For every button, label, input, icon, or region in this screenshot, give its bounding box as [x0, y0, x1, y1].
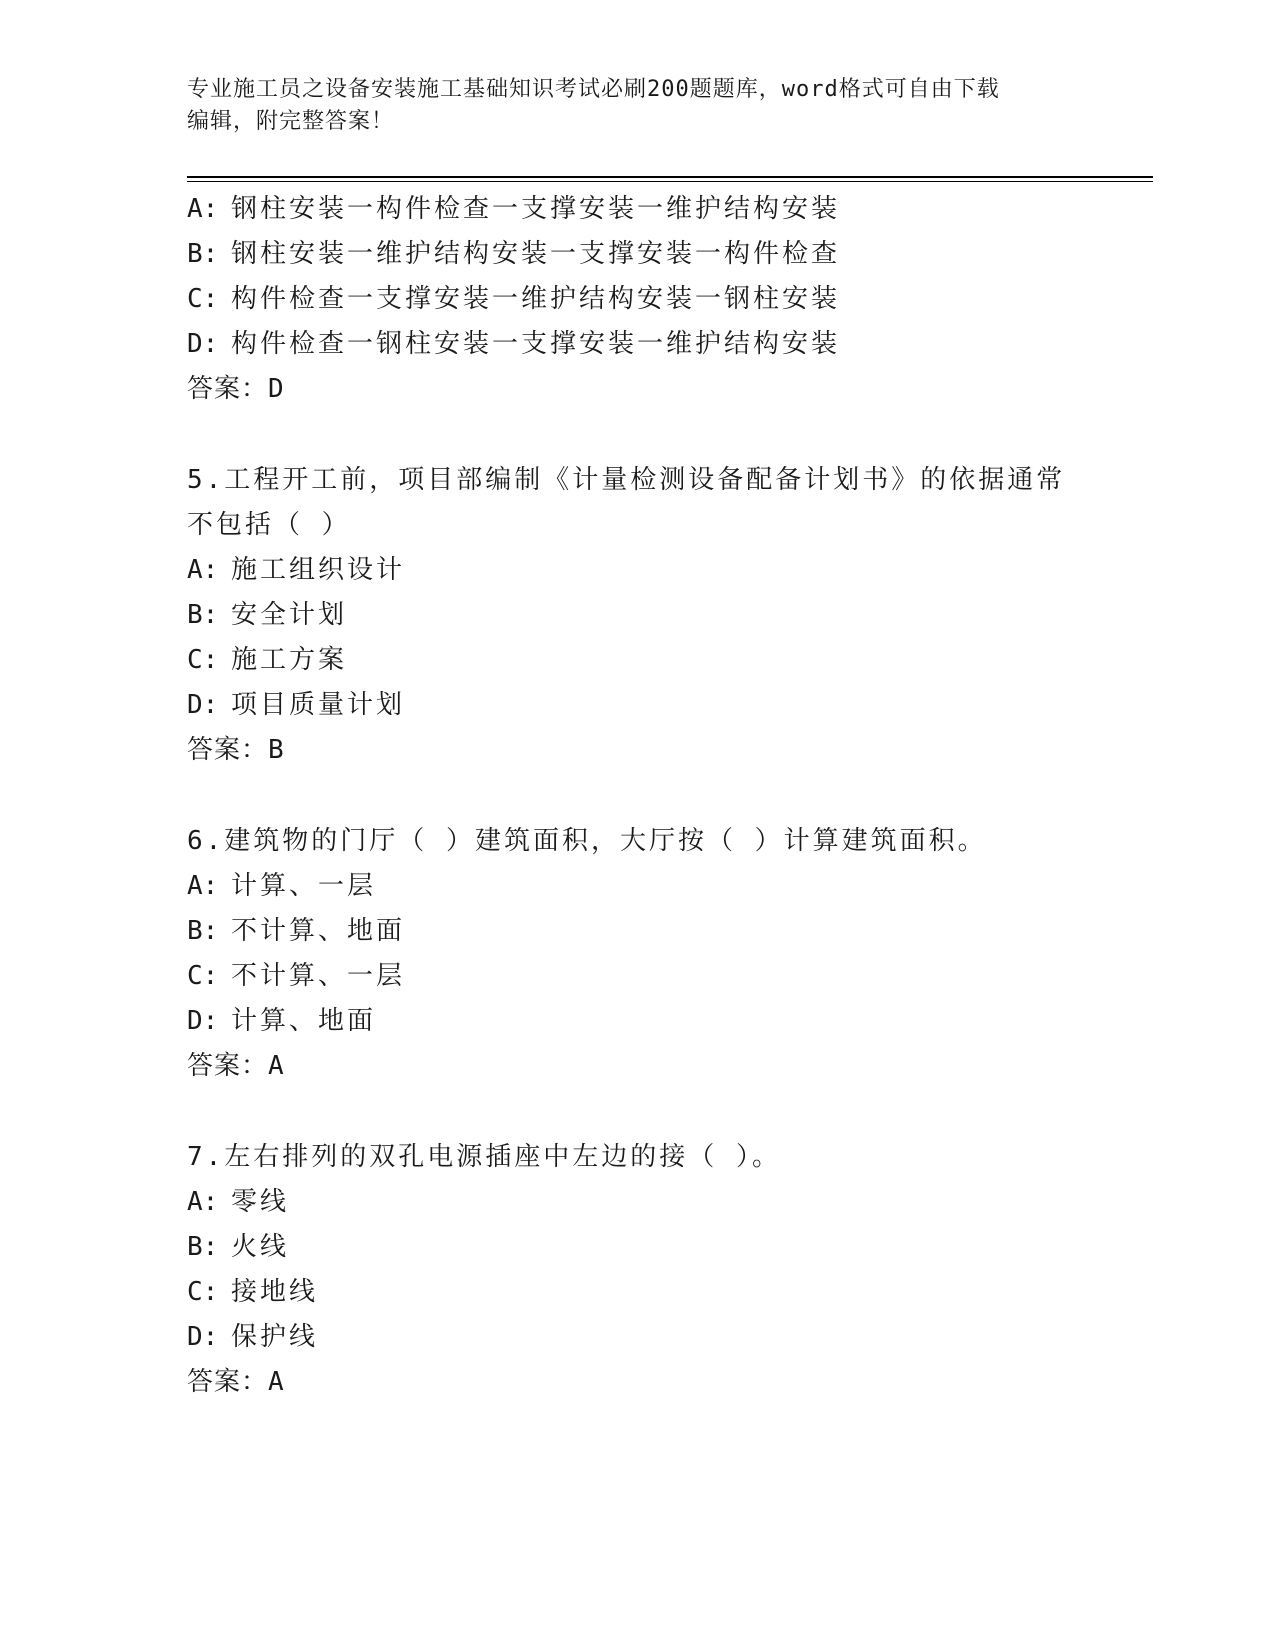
q4-option-c — [187, 284, 840, 314]
option-text: 构件检查一钢柱安装一支撑安装一维护结构安装 — [231, 329, 841, 359]
option-text: 施工方案 — [231, 645, 348, 675]
header-divider-thick — [187, 176, 1153, 178]
q5-answer — [187, 735, 285, 765]
option-label: A: — [187, 871, 219, 901]
answer-value: B — [268, 735, 285, 765]
option-text: 项目质量计划 — [231, 690, 406, 720]
q4-answer — [187, 374, 285, 404]
q6-answer — [187, 1051, 285, 1081]
q4-option-a — [187, 194, 840, 224]
q6-question-line-1: 6.建筑物的门厅（ ）建筑面积，大厅按（ ）计算建筑面积。 — [187, 826, 987, 856]
header-line-1: 专业施工员之设备安装施工基础知识考试必刷200题题库，word格式可自由下载 — [187, 77, 1000, 102]
q7-option-d — [187, 1322, 318, 1352]
option-text: 施工组织设计 — [231, 555, 406, 585]
option-label: B: — [187, 916, 219, 946]
option-text: 接地线 — [231, 1277, 319, 1307]
q7-option-c — [187, 1277, 318, 1307]
answer-value: A — [268, 1367, 285, 1397]
q5-option-c — [187, 645, 347, 675]
q7-answer — [187, 1367, 285, 1397]
option-label: C: — [187, 961, 219, 991]
q5-question-line-1: 5.工程开工前，项目部编制《计量检测设备配备计划书》的依据通常 — [187, 465, 1066, 495]
answer-label: 答案： — [187, 374, 269, 404]
q6-option-d — [187, 1006, 376, 1036]
option-label: D: — [187, 1006, 219, 1036]
q5-option-a — [187, 555, 405, 585]
option-label: D: — [187, 690, 219, 720]
option-text: 保护线 — [231, 1322, 319, 1352]
q6-option-a — [187, 871, 376, 901]
option-text: 钢柱安装一维护结构安装一支撑安装一构件检查 — [231, 239, 841, 269]
q6-option-b — [187, 916, 405, 946]
option-text: 计算、地面 — [231, 1006, 377, 1036]
q5-option-d — [187, 690, 405, 720]
option-label: B: — [187, 600, 219, 630]
q5-question-line-2: 不包括（ ） — [187, 510, 351, 540]
option-label: C: — [187, 1277, 219, 1307]
option-text: 安全计划 — [231, 600, 348, 630]
answer-label: 答案： — [187, 1051, 269, 1081]
q4-option-b — [187, 239, 840, 269]
q7-option-b — [187, 1232, 289, 1262]
answer-label: 答案： — [187, 735, 269, 765]
option-text: 火线 — [231, 1232, 290, 1262]
option-label: B: — [187, 239, 219, 269]
header-divider-thin — [187, 181, 1153, 182]
option-label: C: — [187, 284, 219, 314]
option-text: 计算、一层 — [231, 871, 377, 901]
option-label: A: — [187, 1187, 219, 1217]
option-label: A: — [187, 555, 219, 585]
q5-option-b — [187, 600, 347, 630]
option-label: D: — [187, 329, 219, 359]
q7-option-a — [187, 1187, 289, 1217]
document-header — [187, 74, 1067, 138]
q6-option-c — [187, 961, 405, 991]
option-label: C: — [187, 645, 219, 675]
option-text: 零线 — [231, 1187, 290, 1217]
answer-label: 答案： — [187, 1367, 269, 1397]
answer-value: A — [268, 1051, 285, 1081]
answer-value: D — [268, 374, 285, 404]
option-label: A: — [187, 194, 219, 224]
header-line-2: 编辑，附完整答案！ — [187, 109, 395, 134]
q7-question-line-1: 7.左右排列的双孔电源插座中左边的接（ ）。 — [187, 1142, 781, 1172]
option-text: 钢柱安装一构件检查一支撑安装一维护结构安装 — [231, 194, 841, 224]
option-text: 不计算、地面 — [231, 916, 406, 946]
option-label: D: — [187, 1322, 219, 1352]
option-text: 不计算、一层 — [231, 961, 406, 991]
q4-option-d — [187, 329, 840, 359]
option-text: 构件检查一支撑安装一维护结构安装一钢柱安装 — [231, 284, 841, 314]
option-label: B: — [187, 1232, 219, 1262]
